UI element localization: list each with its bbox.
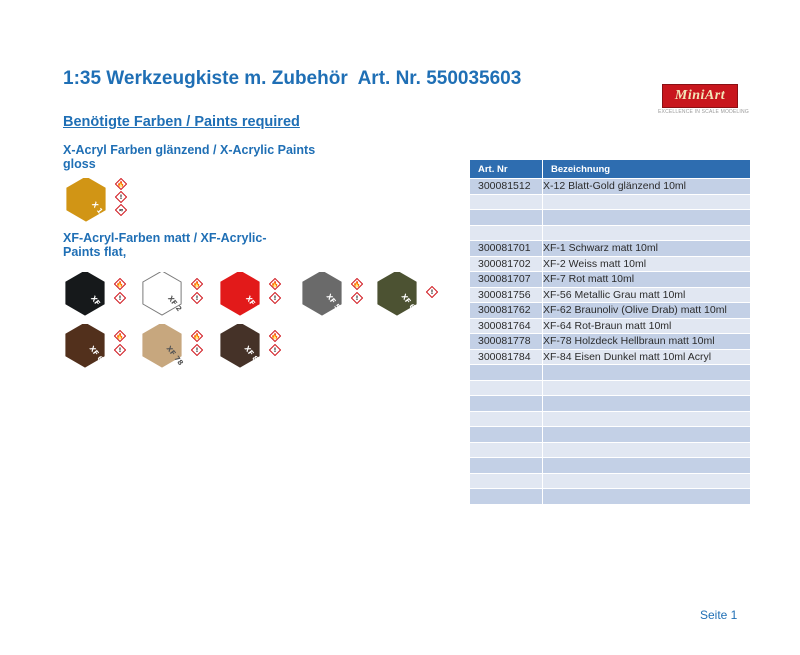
table-row: [470, 318, 751, 334]
svg-text:🔥: 🔥: [271, 333, 279, 341]
svg-text:🔥: 🔥: [353, 281, 361, 289]
exclamation-hazard-icon: [269, 344, 281, 356]
flame-hazard-icon: [269, 278, 281, 290]
exclamation-hazard-icon: [115, 191, 127, 203]
art-nr-cell: 300081701: [470, 241, 543, 257]
bezeichnung-cell: X-12 Blatt-Gold glänzend 10ml: [543, 179, 751, 195]
art-nr-cell: [470, 396, 543, 412]
art-nr-cell: [470, 458, 543, 474]
flame-hazard-icon: [114, 330, 126, 342]
bezeichnung-cell: XF-64 Rot-Braun matt 10ml: [543, 318, 751, 334]
svg-text:🔥: 🔥: [116, 333, 124, 341]
bezeichnung-cell: XF-1 Schwarz matt 10ml: [543, 241, 751, 257]
miniart-logo: [658, 84, 749, 116]
art-nr-cell: 300081707: [470, 272, 543, 288]
paint-swatch: [215, 324, 289, 366]
svg-text:!: !: [195, 347, 199, 355]
paint-hexagon-icon: [215, 324, 269, 368]
bezeichnung-cell: XF-2 Weiss matt 10ml: [543, 256, 751, 272]
bezeichnung-cell: XF-62 Braunoliv (Olive Drab) matt 10ml: [543, 303, 751, 319]
art-nr-cell: 300081756: [470, 287, 543, 303]
table-row: [470, 380, 751, 396]
bezeichnung-cell: XF-56 Metallic Grau matt 10ml: [543, 287, 751, 303]
art-nr-cell: 300081784: [470, 349, 543, 365]
matt-heading-line-2: Paints flat,: [63, 245, 127, 259]
table-row: [470, 225, 751, 241]
table-row: [470, 396, 751, 412]
art-nr-cell: [470, 427, 543, 443]
paint-code-label: XF 62: [399, 292, 420, 316]
logo-tagline: EXCELLENCE IN SCALE MODELING: [658, 109, 749, 115]
art-nr-cell: 300081762: [470, 303, 543, 319]
exclamation-hazard-icon: [269, 292, 281, 304]
paint-swatch: [137, 272, 211, 314]
paint-hexagon-icon: [60, 324, 114, 368]
art-nr-cell: [470, 210, 543, 226]
paint-table: [470, 160, 751, 504]
art-nr-cell: 300081764: [470, 318, 543, 334]
paint-hexagon-icon: [372, 272, 426, 316]
table-row: [470, 411, 751, 427]
paint-code-label: XF 84: [242, 344, 263, 368]
table-row: [470, 349, 751, 365]
exclamation-hazard-icon: [114, 344, 126, 356]
paint-hexagon-icon: [137, 324, 191, 368]
logo-badge: [662, 84, 738, 108]
table-row: [470, 194, 751, 210]
table-row: [470, 241, 751, 257]
table-row: [470, 303, 751, 319]
paint-hexagon-icon: [215, 272, 269, 316]
bezeichnung-cell: [543, 473, 751, 489]
art-nr-cell: 300081778: [470, 334, 543, 350]
art-nr-cell: [470, 194, 543, 210]
gloss-paints-heading: [63, 143, 315, 171]
paint-code-label: XF 7: [244, 294, 262, 314]
paint-swatch: [137, 324, 211, 366]
table-header-row: [470, 160, 751, 179]
table-row: [470, 489, 751, 504]
bezeichnung-cell: [543, 411, 751, 427]
svg-text:🔥: 🔥: [193, 281, 201, 289]
svg-text:!: !: [430, 289, 434, 297]
svg-text:!: !: [119, 194, 123, 202]
bezeichnung-cell: [543, 489, 751, 504]
art-nr-cell: 300081512: [470, 179, 543, 195]
environment-hazard-icon: [115, 204, 127, 216]
exclamation-hazard-icon: [426, 286, 438, 298]
table-row: [470, 272, 751, 288]
bezeichnung-cell: [543, 427, 751, 443]
flame-hazard-icon: [191, 330, 203, 342]
table-row: [470, 473, 751, 489]
header-bezeichnung: Bezeichnung: [543, 160, 751, 179]
table-row: [470, 334, 751, 350]
art-nr-cell: [470, 442, 543, 458]
svg-text:🔥: 🔥: [117, 181, 125, 189]
bezeichnung-cell: XF-7 Rot matt 10ml: [543, 272, 751, 288]
paint-swatch: [60, 324, 134, 366]
art-nr-cell: [470, 473, 543, 489]
paint-hexagon-icon: [137, 272, 191, 316]
paint-code-label: XF 2: [166, 294, 184, 314]
table-row: [470, 179, 751, 195]
svg-text:≈: ≈: [118, 207, 124, 215]
exclamation-hazard-icon: [191, 344, 203, 356]
svg-text:!: !: [273, 295, 277, 303]
bezeichnung-cell: [543, 458, 751, 474]
svg-text:!: !: [118, 295, 122, 303]
page-number: Seite 1: [700, 608, 738, 622]
exclamation-hazard-icon: [191, 292, 203, 304]
paint-hexagon-icon: [297, 272, 351, 316]
exclamation-hazard-icon: [351, 292, 363, 304]
svg-text:!: !: [118, 347, 122, 355]
svg-text:!: !: [355, 295, 359, 303]
flame-hazard-icon: [114, 278, 126, 290]
art-nr-cell: [470, 489, 543, 504]
table-row: [470, 365, 751, 381]
svg-text:!: !: [195, 295, 199, 303]
art-nr-cell: [470, 365, 543, 381]
table-body: [470, 179, 751, 504]
paint-code-label: XF 78: [164, 344, 185, 368]
bezeichnung-cell: [543, 396, 751, 412]
paint-swatch: [297, 272, 371, 314]
flame-hazard-icon: [115, 178, 127, 190]
matt-heading-line-1: XF-Acryl-Farben matt / XF-Acrylic-: [63, 231, 267, 245]
bezeichnung-cell: [543, 210, 751, 226]
gloss-heading-line-1: X-Acryl Farben glänzend / X-Acrylic Paints: [63, 143, 316, 157]
bezeichnung-cell: XF-78 Holzdeck Hellbraun matt 10ml: [543, 334, 751, 350]
bezeichnung-cell: [543, 442, 751, 458]
svg-text:🔥: 🔥: [193, 333, 201, 341]
svg-text:🔥: 🔥: [116, 281, 124, 289]
paint-swatch: [60, 272, 134, 314]
flame-hazard-icon: [269, 330, 281, 342]
flame-hazard-icon: [191, 278, 203, 290]
paint-code-label: XF 1: [89, 294, 107, 314]
table-row: [470, 427, 751, 443]
bezeichnung-cell: [543, 365, 751, 381]
paint-code-label: XF 56: [324, 292, 345, 316]
table-row: [470, 256, 751, 272]
paint-code-label: X 12: [90, 200, 108, 220]
paints-required-heading: Benötigte Farben / Paints required: [63, 114, 300, 130]
bezeichnung-cell: XF-84 Eisen Dunkel matt 10ml Acryl: [543, 349, 751, 365]
matt-paints-heading: [63, 231, 267, 259]
table-row: [470, 287, 751, 303]
paint-code-label: XF 64: [87, 344, 108, 368]
paint-swatch: [61, 178, 135, 220]
art-nr-cell: [470, 380, 543, 396]
page-title: 1:35 Werkzeugkiste m. Zubehör Art. Nr. 550035603: [63, 68, 522, 89]
paint-hexagon-icon: [61, 178, 115, 222]
paint-swatch: [372, 272, 446, 314]
art-nr-cell: 300081702: [470, 256, 543, 272]
logo-text: MiniArt: [674, 88, 726, 103]
table-row: [470, 442, 751, 458]
bezeichnung-cell: [543, 225, 751, 241]
table-row: [470, 210, 751, 226]
paint-hexagon-icon: [60, 272, 114, 316]
art-nr-cell: [470, 411, 543, 427]
svg-text:🔥: 🔥: [271, 281, 279, 289]
svg-text:!: !: [273, 347, 277, 355]
table-row: [470, 458, 751, 474]
bezeichnung-cell: [543, 380, 751, 396]
paint-swatch: [215, 272, 289, 314]
flame-hazard-icon: [351, 278, 363, 290]
gloss-heading-line-2: gloss: [63, 157, 96, 171]
art-nr-cell: [470, 225, 543, 241]
exclamation-hazard-icon: [114, 292, 126, 304]
header-art-nr: Art. Nr: [470, 160, 543, 179]
bezeichnung-cell: [543, 194, 751, 210]
